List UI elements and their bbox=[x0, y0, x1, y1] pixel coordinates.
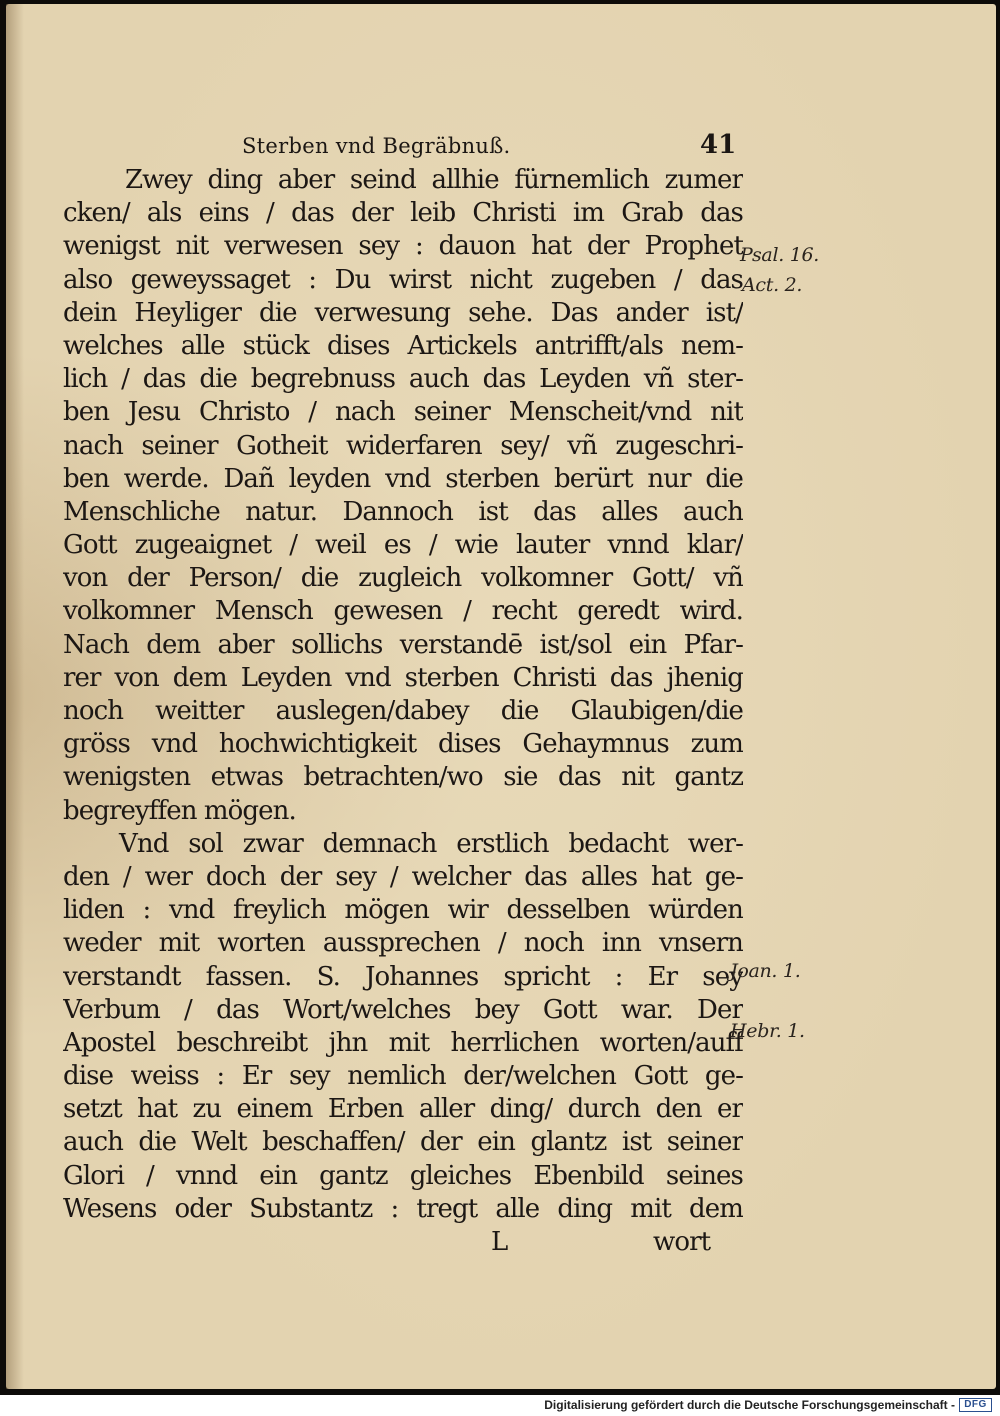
text-line: lich / das die begrebnuss auch das Leyden vñ ster- bbox=[63, 364, 743, 395]
text-line: gröss vnd hochwichtigkeit dises Gehaymnus zum bbox=[63, 729, 743, 760]
text-line: von der Person/ die zugleich volkomner Gott/ vñ bbox=[63, 563, 743, 594]
running-title: Sterben vnd Begräbnuß. bbox=[242, 134, 511, 158]
text-line: Gott zugeaignet / weil es / wie lauter vnnd klar/ bbox=[63, 530, 743, 561]
signature-mark: L bbox=[491, 1227, 508, 1257]
text-line: Vnd sol zwar demnach erstlich bedacht wer- bbox=[119, 828, 743, 859]
text-line: cken/ als eins / das der leib Christi im Grab das bbox=[63, 198, 743, 229]
text-line: auch die Welt beschaffen/ der ein glantz ist seiner bbox=[63, 1127, 743, 1158]
text-line: Nach dem aber sollichs verstandē ist/sol ein Pfar- bbox=[63, 629, 743, 660]
book-page bbox=[6, 4, 996, 1389]
text-line: Glori / vnnd ein gantz gleiches Ebenbild seines bbox=[63, 1160, 743, 1191]
catch-line bbox=[63, 1226, 743, 1259]
text-line: den / wer doch der sey / welcher das alles hat ge- bbox=[63, 861, 743, 892]
text-line: verstandt fassen. S. Johannes spricht : Er sey bbox=[63, 961, 743, 992]
text-line: Apostel beschreibt jhn mit herrlichen worten/auff bbox=[63, 1027, 743, 1058]
text-line: rer von dem Leyden vnd sterben Christi das jhenig bbox=[63, 662, 743, 693]
text-line: wenigsten etwas betrachten/wo sie das nit gantz bbox=[63, 762, 743, 793]
text-line: ben werde. Dañ leyden vnd sterben berürt nur die bbox=[63, 463, 743, 494]
margin-note-hebrews: Hebr. 1. bbox=[730, 1020, 805, 1042]
text-line: weder mit worten aussprechen / noch inn vnsern bbox=[63, 928, 743, 959]
margin-note-john: Joan. 1. bbox=[730, 960, 801, 982]
margin-note-psalm: Psal. 16. bbox=[740, 244, 820, 266]
text-line: begreyffen mögen. bbox=[63, 795, 296, 826]
funding-credit: Digitalisierung gefördert durch die Deutsche Forschungsgemeinschaft - bbox=[544, 1398, 955, 1412]
page-gutter-shadow bbox=[6, 4, 24, 1389]
footer-bar bbox=[0, 1397, 1000, 1416]
text-line: wenigst nit verwesen sey : dauon hat der Prophet bbox=[63, 231, 743, 262]
text-line: Wesens oder Substantz : tregt alle ding mit dem bbox=[63, 1193, 743, 1224]
text-line: noch weitter auslegen/dabey die Glaubigen/die bbox=[63, 696, 743, 726]
text-line: nach seiner Gotheit widerfaren sey/ vñ zugeschri- bbox=[63, 430, 743, 461]
text-line: also geweyssaget : Du wirst nicht zugeben / das bbox=[63, 264, 743, 295]
text-line: volkomner Mensch gewesen / recht geredt wird. bbox=[63, 596, 743, 627]
text-line: Verbum / das Wort/welches bey Gott war. Der bbox=[63, 994, 743, 1025]
text-line: welches alle stück dises Artickels antrifft/als nem- bbox=[63, 330, 743, 361]
page-number: 41 bbox=[700, 130, 737, 160]
text-line: Menschliche natur. Dannoch ist das alles auch bbox=[63, 496, 743, 527]
body-text bbox=[63, 164, 743, 1259]
text-line: dein Heyliger die verwesung sehe. Das ander ist/ bbox=[63, 297, 743, 328]
text-line: dise weiss : Er sey nemlich der/welchen Gott ge- bbox=[63, 1061, 743, 1092]
catchword: wort bbox=[653, 1227, 711, 1257]
dfg-logo: DFG bbox=[959, 1398, 992, 1412]
text-line: liden : vnd freylich mögen wir desselben würden bbox=[63, 895, 743, 926]
text-line: setzt hat zu einem Erben aller ding/ durch den er bbox=[63, 1094, 743, 1125]
text-line: ben Jesu Christo / nach seiner Menscheit/vnd nit bbox=[63, 397, 743, 428]
margin-note-acts: Act. 2. bbox=[742, 274, 803, 296]
text-line: Zwey ding aber seind allhie fürnemlich zumer bbox=[125, 165, 743, 195]
